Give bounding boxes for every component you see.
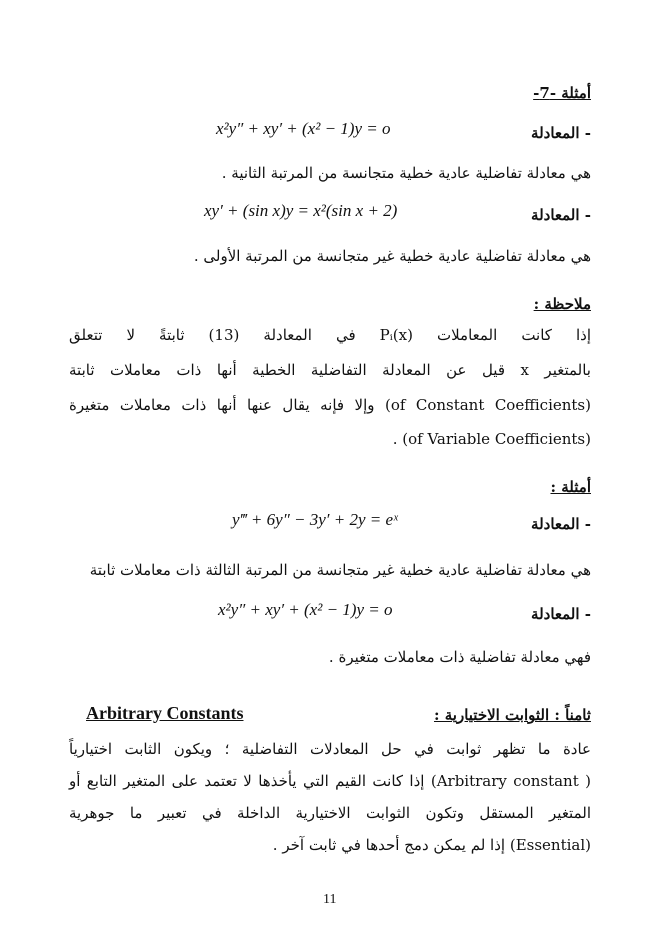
remark-line: (of Variable Coefficients) .: [392, 430, 591, 448]
remark-heading: ملاحظة :: [533, 295, 591, 313]
examples-heading: أمثلة :: [550, 478, 591, 496]
equation-label: - المعادلة: [531, 515, 591, 533]
arbitrary-line: عادة ما تظهر ثوابت في حل المعادلات التفاضلية ؛ ويكون الثابت اختيارياً: [69, 740, 591, 758]
equation-description: هي معادلة تفاضلية عادية خطية غير متجانسة من المرتبة الأولى .: [193, 247, 591, 265]
remark-line: (of Constant Coefficients) وإلا فإنه يقال عنها أنها ذات معاملات متغيرة: [69, 396, 591, 414]
equation: xy′ + (sin x)y = x²(sin x + 2): [204, 201, 398, 220]
remark-line: إذا كانت المعاملات Pᵢ(x) في المعادلة (13) ثابتةً لا تتعلق: [69, 326, 591, 344]
equation: x²y″ + xy′ + (x² − 1)y = o: [218, 600, 393, 619]
equation-label: - المعادلة: [531, 605, 591, 623]
equation: x²y″ + xy′ + (x² − 1)y = o: [216, 119, 391, 138]
remark-line: بالمتغير x قيل عن المعادلة التفاضلية الخطية أنها ذات معاملات ثابتة: [69, 361, 591, 379]
equation-label: - المعادلة: [531, 206, 591, 224]
equation-description: فهي معادلة تفاضلية ذات معاملات متغيرة .: [328, 648, 591, 666]
equation-label: - المعادلة: [531, 124, 591, 142]
arbitrary-line: المتغير المستقل وتكون الثوابت الاختيارية الداخلة في تعبير ما جوهرية: [69, 804, 591, 822]
arbitrary-line: (Essential) إذا لم يمكن دمج أحدها في ثابت آخر .: [272, 836, 591, 854]
page-number: 11: [323, 892, 337, 907]
equation-description: هي معادلة تفاضلية عادية خطية غير متجانسة من المرتبة الثالثة ذات معاملات ثابتة: [89, 561, 591, 579]
arbitrary-heading-ar: ثامناً : الثوابت الاختيارية :: [433, 706, 591, 724]
arbitrary-line: ( Arbitrary constant) إذا كانت القيم التي يأخذها لا تعتمد على المتغير التابع أو: [69, 772, 592, 790]
equation: y‴ + 6y″ − 3y′ + 2y = eˣ: [232, 510, 398, 529]
equation-description: هي معادلة تفاضلية عادية خطية متجانسة من المرتبة الثانية .: [221, 164, 591, 182]
arbitrary-heading-en: Arbitrary Constants: [86, 703, 244, 723]
examples7-heading: أمثلة -7-: [533, 84, 591, 102]
